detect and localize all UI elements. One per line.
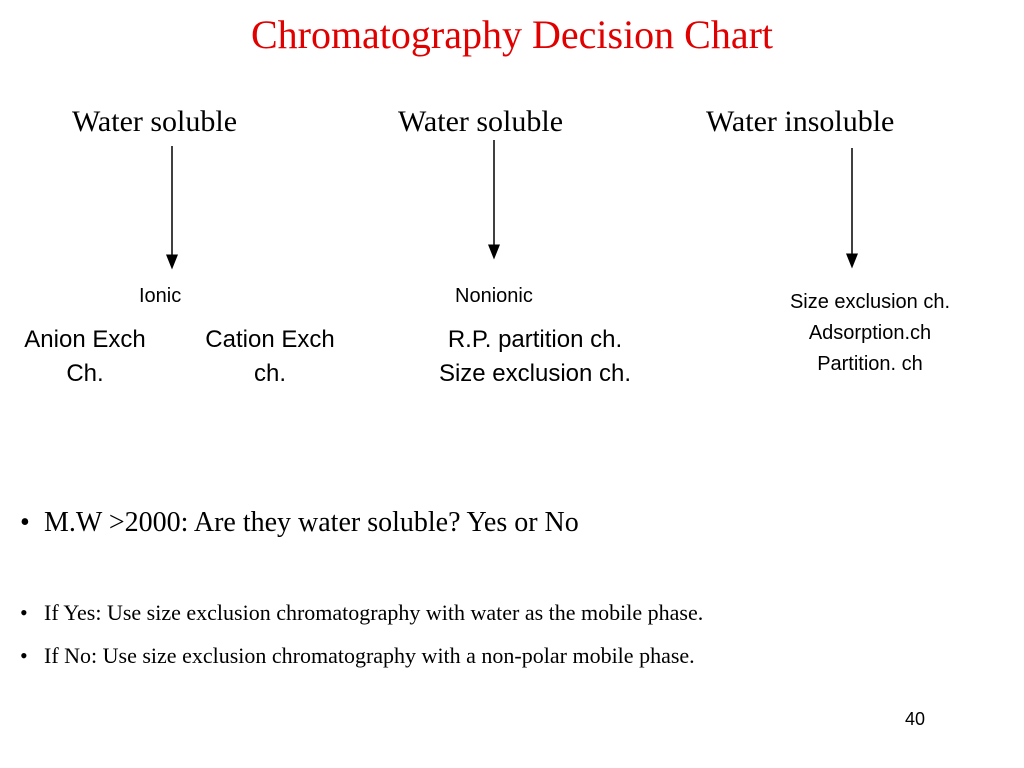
nonionic-method-2: Size exclusion ch. [438,360,632,387]
ionic-label: Ionic [139,285,182,307]
page-number: 40 [905,709,926,729]
header-water-soluble-nonionic: Water soluble [398,105,564,138]
bullet-text-yes: If Yes: Use size exclusion chromatography with water as the mobile phase. [44,600,704,625]
bullet-icon: • [20,643,28,668]
bullet-item [20,598,703,628]
cation-exchange-method [185,323,355,391]
anion-exch-line-2: Ch. [66,360,104,387]
bullet-text-mw: M.W >2000: Are they water soluble? Yes or No [44,507,579,538]
anion-exchange-method [5,323,165,391]
header-water-soluble-ionic: Water soluble [72,105,238,138]
bullet-icon: • [20,507,30,538]
nonionic-label: Nonionic [455,285,533,307]
insoluble-method-2: Adsorption.ch [808,322,932,344]
nonionic-method-1: R.P. partition ch. [447,326,623,353]
bullet-text-no: If No: Use size exclusion chromatography with a non-polar mobile phase. [44,643,695,668]
bullet-item [20,641,695,671]
slide-title: Chromatography Decision Chart [250,12,774,57]
insoluble-method-1: Size exclusion ch. [789,291,951,313]
insoluble-methods [745,287,995,380]
header-water-insoluble: Water insoluble [706,105,895,138]
cation-exch-line-1: Cation Exch [205,326,335,353]
bullet-icon: • [20,600,28,625]
insoluble-method-3: Partition. ch [817,353,923,375]
anion-exch-line-1: Anion Exch [24,326,146,353]
nonionic-methods [405,323,665,391]
cation-exch-line-2: ch. [253,360,286,387]
bullet-item [20,505,579,541]
